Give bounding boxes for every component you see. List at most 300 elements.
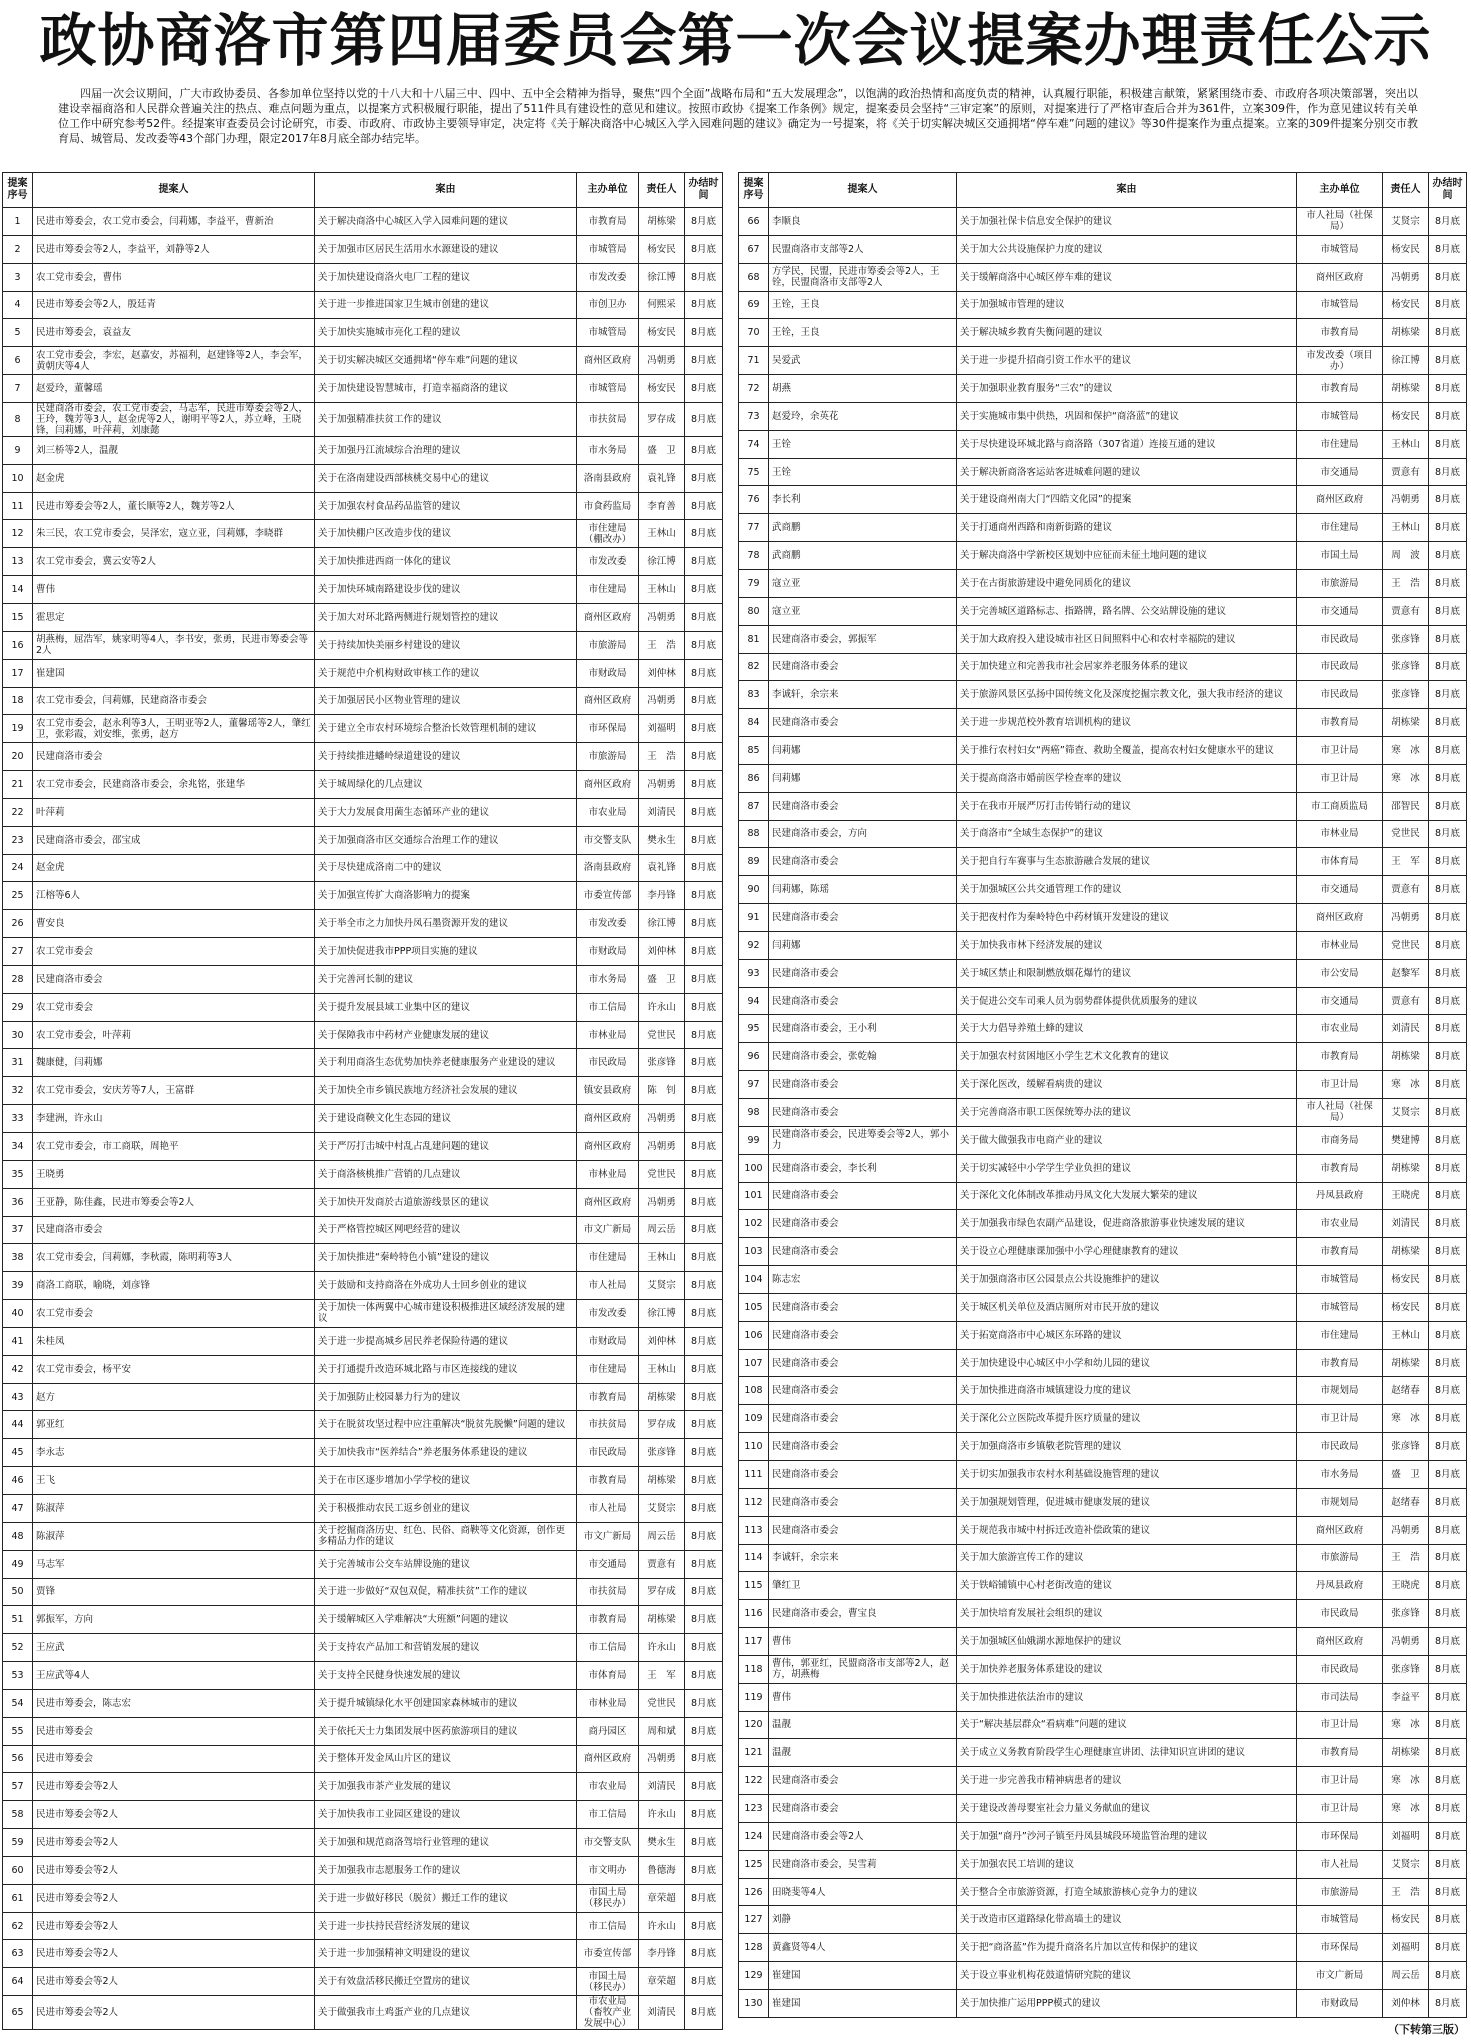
cell-responsible-person: 胡栋梁 [1383, 1739, 1429, 1767]
cell-host-unit: 市教育局 [1297, 375, 1383, 403]
cell-deadline: 8月底 [1429, 709, 1467, 737]
cell-proposer: 赵金虎 [33, 854, 315, 882]
table-row [3, 436, 723, 464]
cell-deadline: 8月底 [1429, 1126, 1467, 1154]
cell-deadline: 8月底 [1429, 1377, 1467, 1405]
cell-subject: 关于做大做强我市电商产业的建议 [957, 1126, 1297, 1154]
cell-proposal-no: 15 [3, 603, 33, 631]
cell-proposal-no: 29 [3, 993, 33, 1021]
cell-subject: 关于设立事业机构花鼓道情研究院的建议 [957, 1962, 1297, 1990]
cell-deadline: 8月底 [1429, 820, 1467, 848]
table-row [3, 319, 723, 347]
table-row [739, 1293, 1467, 1321]
cell-deadline: 8月底 [685, 402, 723, 436]
cell-responsible-person: 冯朝勇 [1383, 263, 1429, 291]
cell-deadline: 8月底 [685, 291, 723, 319]
cell-responsible-person: 王林山 [639, 520, 685, 548]
table-row [739, 904, 1467, 932]
cell-responsible-person: 赵绪春 [1383, 1377, 1429, 1405]
cell-responsible-person: 贾意有 [1383, 597, 1429, 625]
cell-subject: 关于深化文化体制改革推动丹凤文化大发展大繁荣的建议 [957, 1182, 1297, 1210]
cell-responsible-person: 王林山 [639, 1244, 685, 1272]
cell-responsible-person: 李丹锋 [639, 1940, 685, 1968]
cell-proposer: 民进市筹委会，陈志宏 [33, 1689, 315, 1717]
cell-proposer: 闫莉娜 [769, 931, 957, 959]
cell-subject: 关于铁峪铺镇中心村老街改造的建议 [957, 1572, 1297, 1600]
table-row [739, 820, 1467, 848]
cell-subject: 关于提高商洛市婚前医学检查率的建议 [957, 764, 1297, 792]
cell-host-unit: 商州区政府 [577, 687, 639, 715]
cell-responsible-person: 张彦锋 [1383, 625, 1429, 653]
cell-responsible-person: 冯朝勇 [639, 1745, 685, 1773]
cell-responsible-person: 许永山 [639, 993, 685, 1021]
cell-subject: 关于建立全市农村环境综合整治长效管理机制的建议 [315, 715, 577, 743]
cell-host-unit: 市卫计局 [1297, 1711, 1383, 1739]
cell-proposer: 民建商洛市委会 [769, 1516, 957, 1544]
cell-host-unit: 商州区政府 [577, 1105, 639, 1133]
cell-proposal-no: 64 [3, 1968, 33, 1996]
cell-host-unit: 市环保局 [1297, 1934, 1383, 1962]
cell-host-unit: 市水务局 [577, 965, 639, 993]
cell-proposer: 民建商洛市委会 [769, 1321, 957, 1349]
cell-responsible-person: 刘仲林 [639, 1327, 685, 1355]
proposal-table-right [738, 172, 1467, 2018]
cell-responsible-person: 周和斌 [639, 1717, 685, 1745]
cell-host-unit: 市城管局 [1297, 1266, 1383, 1294]
cell-responsible-person: 贾意有 [639, 1550, 685, 1578]
cell-deadline: 8月底 [1429, 1906, 1467, 1934]
cell-proposal-no: 57 [3, 1773, 33, 1801]
cell-proposer: 民建商洛市委会 [769, 792, 957, 820]
cell-proposal-no: 8 [3, 402, 33, 436]
cell-responsible-person: 胡栋梁 [639, 1467, 685, 1495]
table-row [739, 1377, 1467, 1405]
cell-proposer: 闫莉娜，陈瑶 [769, 876, 957, 904]
cell-responsible-person: 李益平 [1383, 1683, 1429, 1711]
cell-host-unit: 市财政局 [577, 659, 639, 687]
table-row [739, 1433, 1467, 1461]
cell-proposal-no: 113 [739, 1516, 769, 1544]
cell-host-unit: 市卫计局 [1297, 737, 1383, 765]
cell-responsible-person: 许永山 [639, 1634, 685, 1662]
cell-responsible-person: 李育善 [639, 492, 685, 520]
cell-deadline: 8月底 [1429, 1321, 1467, 1349]
cell-proposer: 民建商洛市委会 [769, 1099, 957, 1127]
cell-host-unit: 市城管局 [1297, 235, 1383, 263]
cell-proposal-no: 51 [3, 1606, 33, 1634]
cell-subject: 关于完善河长制的建议 [315, 965, 577, 993]
cell-host-unit: 市农业局（畜牧产业发展中心） [577, 1996, 639, 2030]
cell-deadline: 8月底 [685, 1689, 723, 1717]
cell-proposal-no: 3 [3, 263, 33, 291]
cell-proposer: 民建商洛市委会 [769, 709, 957, 737]
cell-proposal-no: 106 [739, 1321, 769, 1349]
cell-subject: 关于尽快建设环城北路与商洛路（307省道）连接互通的建议 [957, 430, 1297, 458]
cell-proposal-no: 17 [3, 659, 33, 687]
cell-proposer: 民进市筹委会等2人 [33, 1884, 315, 1912]
cell-deadline: 8月底 [1429, 1711, 1467, 1739]
cell-responsible-person: 刘仲林 [1383, 1990, 1429, 2018]
cell-subject: 关于在市区逐步增加小学学校的建议 [315, 1467, 577, 1495]
cell-deadline: 8月底 [685, 1662, 723, 1690]
table-row [3, 1133, 723, 1161]
cell-subject: 关于进一步做好“双包双促，精准扶贫”工作的建议 [315, 1578, 577, 1606]
cell-deadline: 8月底 [1429, 319, 1467, 347]
cell-responsible-person: 艾贤宗 [1383, 1099, 1429, 1127]
cell-subject: 关于加大对环北路两侧进行规划管控的建议 [315, 603, 577, 631]
cell-subject: 关于加强丹江流域综合治理的建议 [315, 436, 577, 464]
cell-responsible-person: 寒 冰 [1383, 1071, 1429, 1099]
cell-deadline: 8月底 [1429, 1405, 1467, 1433]
cell-deadline: 8月底 [1429, 514, 1467, 542]
cell-responsible-person: 冯朝勇 [1383, 904, 1429, 932]
header-proposer: 提案人 [769, 173, 957, 208]
cell-subject: 关于在我市开展严厉打击传销行动的建议 [957, 792, 1297, 820]
cell-proposal-no: 12 [3, 520, 33, 548]
cell-responsible-person: 王晓虎 [1383, 1182, 1429, 1210]
table-row [739, 876, 1467, 904]
cell-subject: 关于切实解决城区交通拥堵“停车难”问题的建议 [315, 347, 577, 375]
table-row [739, 1628, 1467, 1656]
table-row [3, 1021, 723, 1049]
cell-proposer: 王晓勇 [33, 1160, 315, 1188]
cell-host-unit: 市城管局 [577, 319, 639, 347]
cell-deadline: 8月底 [1429, 569, 1467, 597]
cell-subject: 关于加快建立和完善我市社会居家养老服务体系的建议 [957, 653, 1297, 681]
cell-host-unit: 市城管局 [577, 375, 639, 403]
cell-responsible-person: 胡栋梁 [1383, 1238, 1429, 1266]
cell-proposal-no: 82 [739, 653, 769, 681]
header-host-unit: 主办单位 [1297, 173, 1383, 208]
cell-deadline: 8月底 [1429, 1015, 1467, 1043]
table-row [3, 798, 723, 826]
cell-deadline: 8月底 [685, 1912, 723, 1940]
cell-subject: 关于加快养老服务体系建设的建议 [957, 1655, 1297, 1683]
cell-proposer: 民建商洛市委会，张乾翰 [769, 1043, 957, 1071]
cell-deadline: 8月底 [685, 1717, 723, 1745]
table-row [3, 910, 723, 938]
cell-host-unit: 市扶贫局 [577, 1411, 639, 1439]
cell-proposer: 魏康健，闫莉娜 [33, 1049, 315, 1077]
cell-proposer: 民进市筹委会等2人，殷廷青 [33, 291, 315, 319]
cell-proposer: 贾锋 [33, 1578, 315, 1606]
cell-responsible-person: 杨安民 [1383, 402, 1429, 430]
cell-proposal-no: 95 [739, 1015, 769, 1043]
cell-deadline: 8月底 [1429, 1767, 1467, 1795]
cell-deadline: 8月底 [1429, 1266, 1467, 1294]
cell-subject: 关于推行农村妇女“两癌”筛查、救助全覆盖，提高农村妇女健康水平的建议 [957, 737, 1297, 765]
table-row [3, 603, 723, 631]
table-row [739, 1990, 1467, 2018]
cell-subject: 关于加强商洛市区交通综合治理工作的建议 [315, 826, 577, 854]
cell-deadline: 8月底 [685, 882, 723, 910]
cell-proposer: 农工党市委会，闫莉娜，民建商洛市委会 [33, 687, 315, 715]
cell-host-unit: 市民政局 [577, 1049, 639, 1077]
cell-proposal-no: 44 [3, 1411, 33, 1439]
cell-host-unit: 市林业局 [1297, 931, 1383, 959]
cell-deadline: 8月底 [685, 603, 723, 631]
cell-subject: 关于完善商洛市职工医保统筹办法的建议 [957, 1099, 1297, 1127]
cell-subject: 关于加快全市乡镇民族地方经济社会发展的建议 [315, 1077, 577, 1105]
cell-subject: 关于加强社保卡信息安全保护的建议 [957, 208, 1297, 236]
cell-subject: 关于支持农产品加工和营销发展的建议 [315, 1634, 577, 1662]
table-row [739, 1266, 1467, 1294]
cell-host-unit: 市住建局 [1297, 430, 1383, 458]
cell-deadline: 8月底 [685, 263, 723, 291]
cell-deadline: 8月底 [685, 520, 723, 548]
table-row [3, 1049, 723, 1077]
cell-deadline: 8月底 [1429, 208, 1467, 236]
cell-proposer: 闫莉娜 [769, 737, 957, 765]
cell-responsible-person: 刘仲林 [639, 938, 685, 966]
cell-proposal-no: 5 [3, 319, 33, 347]
cell-proposer: 民建商洛市委会 [769, 1293, 957, 1321]
table-row [3, 520, 723, 548]
cell-subject: 关于促进公交车司乘人员为弱势群体提供优质服务的建议 [957, 987, 1297, 1015]
cell-deadline: 8月底 [685, 1494, 723, 1522]
cell-subject: 关于鼓励和支持商洛在外成功人士回乡创业的建议 [315, 1272, 577, 1300]
cell-deadline: 8月底 [685, 965, 723, 993]
cell-proposal-no: 18 [3, 687, 33, 715]
cell-host-unit: 市发改委 [577, 548, 639, 576]
cell-subject: 关于加快推进西商一体化的建议 [315, 548, 577, 576]
cell-proposal-no: 23 [3, 826, 33, 854]
cell-proposer: 曹伟，郭亚红，民盟商洛市支部等2人，赵方，胡燕梅 [769, 1655, 957, 1683]
cell-proposal-no: 30 [3, 1021, 33, 1049]
cell-responsible-person: 王 军 [639, 1662, 685, 1690]
cell-proposal-no: 43 [3, 1383, 33, 1411]
cell-proposer: 农工党市委会，李宏，赵嘉安，苏福利，赵建锋等2人，李会军，黄朝庆等4人 [33, 347, 315, 375]
cell-subject: 关于加快推进“秦岭特色小镇”建设的建议 [315, 1244, 577, 1272]
cell-deadline: 8月底 [1429, 1878, 1467, 1906]
table-row [739, 987, 1467, 1015]
cell-responsible-person: 胡栋梁 [639, 1606, 685, 1634]
cell-responsible-person: 张彦锋 [639, 1439, 685, 1467]
cell-responsible-person: 张彦锋 [1383, 681, 1429, 709]
cell-proposer: 农工党市委会，冀云安等2人 [33, 548, 315, 576]
cell-proposal-no: 31 [3, 1049, 33, 1077]
cell-proposer: 民建商洛市委会 [769, 1238, 957, 1266]
cell-proposal-no: 97 [739, 1071, 769, 1099]
cell-deadline: 8月底 [1429, 1516, 1467, 1544]
cell-proposer: 民进市筹委会等2人 [33, 1912, 315, 1940]
cell-proposal-no: 13 [3, 548, 33, 576]
header-subject: 案由 [315, 173, 577, 208]
cell-proposer: 武商鹏 [769, 514, 957, 542]
table-row [3, 1244, 723, 1272]
cell-responsible-person: 章荣超 [639, 1884, 685, 1912]
cell-proposer: 王铨，王良 [769, 291, 957, 319]
cell-deadline: 8月底 [685, 375, 723, 403]
cell-proposer: 刘静 [769, 1906, 957, 1934]
cell-proposal-no: 26 [3, 910, 33, 938]
cell-proposal-no: 115 [739, 1572, 769, 1600]
cell-proposer: 曹安良 [33, 910, 315, 938]
cell-deadline: 8月底 [685, 1773, 723, 1801]
cell-proposer: 寇立亚 [769, 597, 957, 625]
table-row [3, 1884, 723, 1912]
cell-proposal-no: 37 [3, 1216, 33, 1244]
cell-proposal-no: 1 [3, 208, 33, 236]
cell-deadline: 8月底 [1429, 737, 1467, 765]
table-row [3, 743, 723, 771]
cell-host-unit: 市旅游局 [1297, 1544, 1383, 1572]
cell-responsible-person: 刘福明 [1383, 1934, 1429, 1962]
table-row [739, 375, 1467, 403]
table-row [739, 1099, 1467, 1127]
cell-proposal-no: 39 [3, 1272, 33, 1300]
cell-deadline: 8月底 [685, 464, 723, 492]
table-row [739, 1739, 1467, 1767]
cell-subject: 关于加强城区公共交通管理工作的建议 [957, 876, 1297, 904]
cell-subject: 关于严厉打击城中村乱占乱建问题的建议 [315, 1133, 577, 1161]
cell-deadline: 8月底 [685, 1105, 723, 1133]
table-row [739, 263, 1467, 291]
header-deadline: 办结时间 [1429, 173, 1467, 208]
cell-proposal-no: 68 [739, 263, 769, 291]
cell-proposal-no: 54 [3, 1689, 33, 1717]
cell-proposer: 民进市筹委会 [33, 1717, 315, 1745]
cell-responsible-person: 樊永生 [639, 826, 685, 854]
table-row [3, 492, 723, 520]
table-row [739, 1683, 1467, 1711]
cell-subject: 关于做强我市土鸡蛋产业的几点建议 [315, 1996, 577, 2030]
table-row [3, 375, 723, 403]
cell-host-unit: 市住建局 [577, 1244, 639, 1272]
cell-proposal-no: 62 [3, 1912, 33, 1940]
cell-deadline: 8月底 [1429, 486, 1467, 514]
cell-proposal-no: 90 [739, 876, 769, 904]
cell-proposer: 民建商洛市委会 [769, 959, 957, 987]
cell-deadline: 8月底 [685, 576, 723, 604]
cell-subject: 关于进一步做好移民（脱贫）搬迁工作的建议 [315, 1884, 577, 1912]
cell-subject: 关于打通提升改造环城北路与市区连接线的建议 [315, 1355, 577, 1383]
table-row [3, 854, 723, 882]
cell-deadline: 8月底 [1429, 1990, 1467, 2018]
cell-host-unit: 市文广新局 [577, 1216, 639, 1244]
cell-responsible-person: 杨安民 [1383, 1293, 1429, 1321]
cell-proposer: 刘三桥等2人，温靓 [33, 436, 315, 464]
cell-subject: 关于加强我市志愿服务工作的建议 [315, 1856, 577, 1884]
cell-proposer: 肇红卫 [769, 1572, 957, 1600]
cell-host-unit: 市扶贫局 [577, 402, 639, 436]
cell-proposal-no: 127 [739, 1906, 769, 1934]
cell-proposal-no: 104 [739, 1266, 769, 1294]
table-row [3, 208, 723, 236]
cell-host-unit: 市教育局 [1297, 1349, 1383, 1377]
cell-proposal-no: 98 [739, 1099, 769, 1127]
cell-proposer: 李建洲，许永山 [33, 1105, 315, 1133]
cell-proposal-no: 76 [739, 486, 769, 514]
cell-subject: 关于加大旅游宣传工作的建议 [957, 1544, 1297, 1572]
cell-subject: 关于完善城市公交车站牌设施的建议 [315, 1550, 577, 1578]
cell-proposal-no: 27 [3, 938, 33, 966]
table-row [3, 1717, 723, 1745]
table-row [739, 1126, 1467, 1154]
cell-proposal-no: 66 [739, 208, 769, 236]
cell-deadline: 8月底 [685, 1634, 723, 1662]
cell-host-unit: 商州区政府 [577, 603, 639, 631]
cell-proposal-no: 56 [3, 1745, 33, 1773]
cell-responsible-person: 王林山 [639, 1355, 685, 1383]
cell-proposal-no: 47 [3, 1494, 33, 1522]
cell-proposal-no: 21 [3, 771, 33, 799]
cell-responsible-person: 徐江博 [639, 910, 685, 938]
cell-proposal-no: 73 [739, 402, 769, 430]
table-row [3, 1996, 723, 2030]
cell-proposer: 胡燕 [769, 375, 957, 403]
table-row [3, 1745, 723, 1773]
cell-host-unit: 市教育局 [577, 1383, 639, 1411]
cell-proposer: 民建商洛市委会 [769, 653, 957, 681]
cell-proposer: 陈淑萍 [33, 1494, 315, 1522]
cell-responsible-person: 冯朝勇 [1383, 1628, 1429, 1656]
cell-host-unit: 市文广新局 [577, 1522, 639, 1550]
cell-host-unit: 市交通局 [1297, 876, 1383, 904]
cell-host-unit: 市人社局 [577, 1494, 639, 1522]
table-header-row [739, 173, 1467, 208]
cell-subject: 关于解决城乡教育失衡问题的建议 [957, 319, 1297, 347]
cell-proposer: 民建商洛市委会等2人 [769, 1822, 957, 1850]
table-row [739, 848, 1467, 876]
cell-proposal-no: 59 [3, 1829, 33, 1857]
cell-host-unit: 商丹园区 [577, 1717, 639, 1745]
cell-subject: 关于持续加快美丽乡村建设的建议 [315, 631, 577, 659]
table-row [3, 1467, 723, 1495]
cell-host-unit: 市民政局 [1297, 625, 1383, 653]
cell-host-unit: 市工信局 [577, 1912, 639, 1940]
cell-deadline: 8月底 [1429, 931, 1467, 959]
cell-proposal-no: 78 [739, 542, 769, 570]
cell-proposer: 王飞 [33, 1467, 315, 1495]
cell-subject: 关于进一步完善我市精神病患者的建议 [957, 1767, 1297, 1795]
cell-proposer: 民建商洛市委会，曹宝良 [769, 1600, 957, 1628]
cell-subject: 关于加强防止校园暴力行为的建议 [315, 1383, 577, 1411]
cell-proposer: 民建商洛市委会，方向 [769, 820, 957, 848]
cell-proposer: 郭振军，方向 [33, 1606, 315, 1634]
cell-deadline: 8月底 [685, 548, 723, 576]
cell-host-unit: 市环保局 [577, 715, 639, 743]
cell-subject: 关于加强我市绿色农副产品建设，促进商洛旅游事业快速发展的建议 [957, 1210, 1297, 1238]
cell-responsible-person: 杨安民 [639, 375, 685, 403]
cell-proposal-no: 34 [3, 1133, 33, 1161]
cell-proposer: 曹伟 [33, 576, 315, 604]
cell-deadline: 8月底 [685, 1606, 723, 1634]
cell-deadline: 8月底 [1429, 430, 1467, 458]
cell-responsible-person: 王 浩 [1383, 1878, 1429, 1906]
cell-host-unit: 市民政局 [1297, 653, 1383, 681]
cell-proposal-no: 20 [3, 743, 33, 771]
cell-proposer: 民建商洛市委会，郭振军 [769, 625, 957, 653]
cell-proposer: 民建商洛市委会 [769, 1182, 957, 1210]
cell-proposer: 农工党市委会，杨平安 [33, 1355, 315, 1383]
cell-proposal-no: 117 [739, 1628, 769, 1656]
cell-proposer: 李诚轩，余宗来 [769, 1544, 957, 1572]
cell-subject: 关于加快推进依法治市的建议 [957, 1683, 1297, 1711]
cell-subject: 关于实施城市集中供热，巩固和保护“商洛蓝”的建议 [957, 402, 1297, 430]
cell-proposal-no: 69 [739, 291, 769, 319]
table-row [739, 737, 1467, 765]
cell-deadline: 8月底 [685, 1160, 723, 1188]
cell-host-unit: 市住建局 [577, 1355, 639, 1383]
cell-subject: 关于加强规划管理，促进城市健康发展的建议 [957, 1488, 1297, 1516]
cell-proposal-no: 25 [3, 882, 33, 910]
cell-deadline: 8月底 [685, 1578, 723, 1606]
cell-deadline: 8月底 [685, 1996, 723, 2030]
cell-proposer: 崔建国 [769, 1962, 957, 1990]
table-row [3, 291, 723, 319]
cell-responsible-person: 党世民 [639, 1160, 685, 1188]
